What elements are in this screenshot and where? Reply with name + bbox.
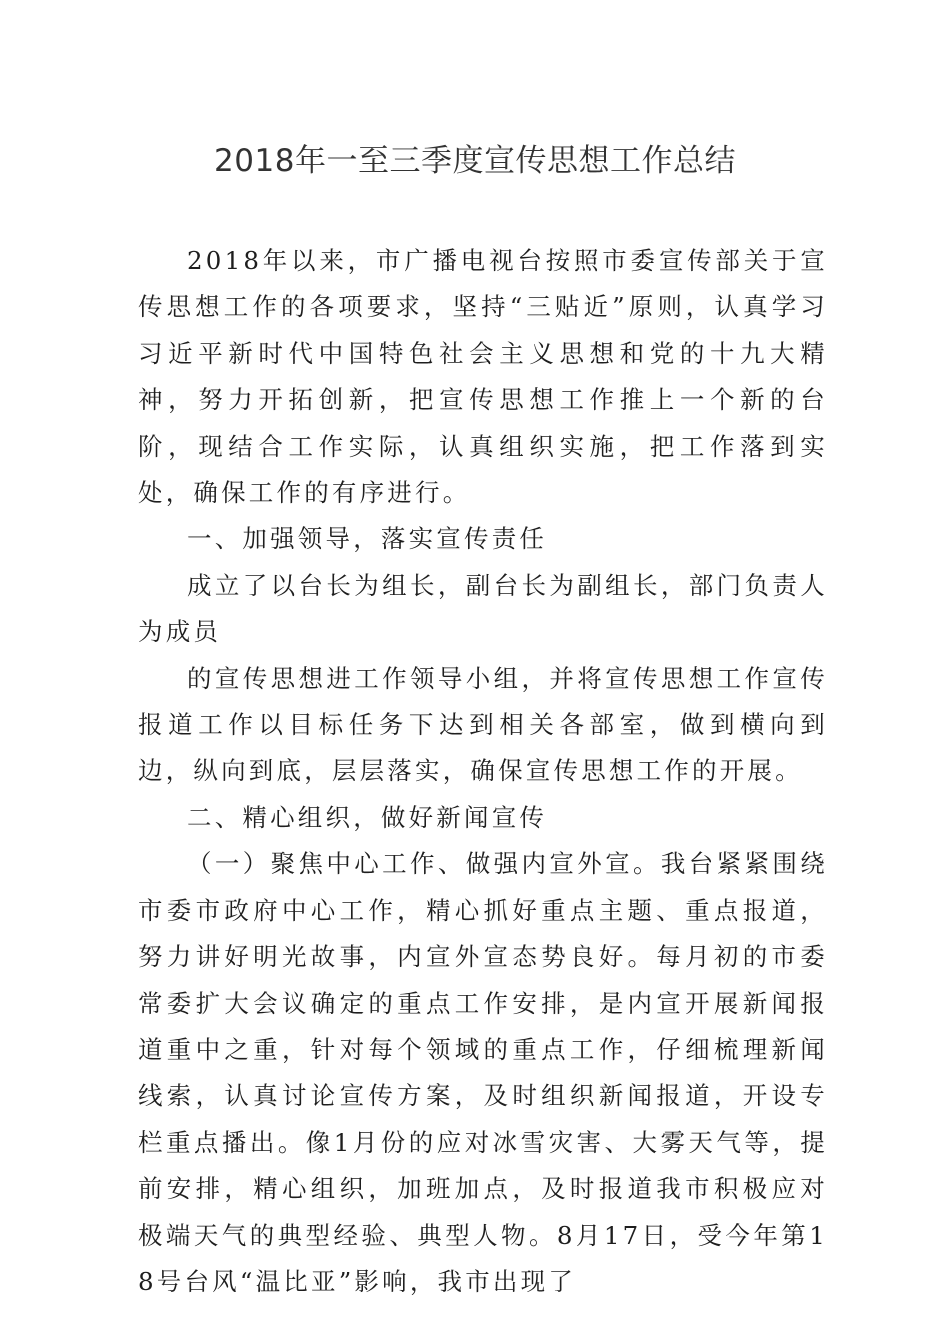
document-body [138, 238, 828, 1305]
section-heading-2: 二、精心组织，做好新闻宣传 [187, 802, 548, 832]
paragraph-leadership-group: 成立了以台长为组长，副台长为副组长，部门负责人为成员 [138, 570, 828, 647]
intro-paragraph: 2018年以来，市广播电视台按照市委宣传部关于宣传思想工作的各项要求，坚持“三贴近”原则，认真学习习近平新时代中国特色社会主义思想和党的十九大精神，努力开拓创新，把宣传思想工作推上一个新的台阶，现结合工作实际，认真组织实施，把工作落到实处，确保工作的有序进行。 [138, 246, 828, 508]
paragraph-news-publicity: （一）聚焦中心工作、做强内宣外宣。我台紧紧围绕市委市政府中心工作，精心抓好重点主题、重点报道，努力讲好明光故事，内宣外宣态势良好。每月初的市委常委扩大会议确定的重点工作安排，是内宣开展新闻报道重中之重，针对每个领域的重点工作，仔细梳理新闻线索，认真讨论宣传方案，及时组织新闻报道，开设专栏重点播出。像1月份的应对冰雪灾害、大雾天气等，提前安排，精心组织，加班加点，及时报道我市积极应对极端天气的典型经验、典型人物。8月17日，受今年第18号台风“温比亚”影响，我市出现了 [138, 849, 828, 1296]
section-heading-1: 一、加强领导，落实宣传责任 [187, 524, 548, 554]
paragraph-leadership-tasks: 的宣传思想进工作领导小组，并将宣传思想工作宣传报道工作以目标任务下达到相关各部室，做到横向到边，纵向到底，层层落实，确保宣传思想工作的开展。 [138, 663, 828, 786]
document-title: 2018年一至三季度宣传思想工作总结 [214, 143, 736, 179]
